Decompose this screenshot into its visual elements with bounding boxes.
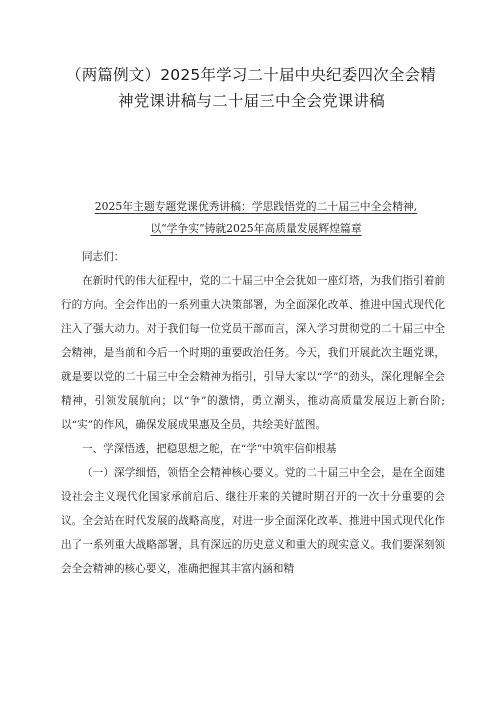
- document-title-line-2: 神党课讲稿与二十届三中全会党课讲稿: [118, 92, 385, 110]
- paragraph-subsection-1: （一）深学细悟，领悟全会精神核心要义。党的二十届三中全会，是在全面建设社会主义现代化国家承前启后、继往开来的关键时期召开的一次十分重要的会议。全会站在时代发展的战略高度，对进一步全面深化改革、推进中国式现代化作出了一系列重大战略部署，具有深远的历史意义和重大的现实意义。我们要深刻领会全会精神的核心要义，准确把握其丰富内涵和精: [61, 467, 445, 575]
- document-title: [60, 62, 450, 114]
- document-subtitle: [86, 196, 426, 240]
- document-title-line-1: （两篇例文）2025年学习二十届中央纪委四次全会精: [66, 66, 436, 84]
- document-subtitle-line-2: 以“学争实”铸就2025年高质量发展辉煌篇章: [150, 222, 362, 235]
- document-body: [61, 245, 445, 581]
- section-heading-1: 一、学深悟透，把稳思想之舵，在“学”中筑牢信仰根基: [82, 443, 337, 455]
- paragraph-intro: 在新时代的伟大征程中，党的二十届三中全会犹如一座灯塔，为我们指引着前行的方向。全会作出的一系列重大决策部署，为全面深化改革、推进中国式现代化注入了强大动力。对于我们每一位党员干部而言，深入学习贯彻党的二十届三中全会精神，是当前和今后一个时期的重要政治任务。今天，我们开展此次主题党课，就是要以党的二十届三中全会精神为指引，引导大家以“学”的劲头，深化理解全会精神，引领发展航向；以“争”的激情，勇立潮头，推动高质量发展迈上新台阶;以“实”的作风，确保发展成果惠及全员，共绘美好蓝图。: [61, 275, 445, 431]
- greeting: 同志们：: [82, 251, 125, 263]
- document-subtitle-line-1: 2025年主题专题党课优秀讲稿：学思践悟党的二十届三中全会精神,: [94, 200, 418, 213]
